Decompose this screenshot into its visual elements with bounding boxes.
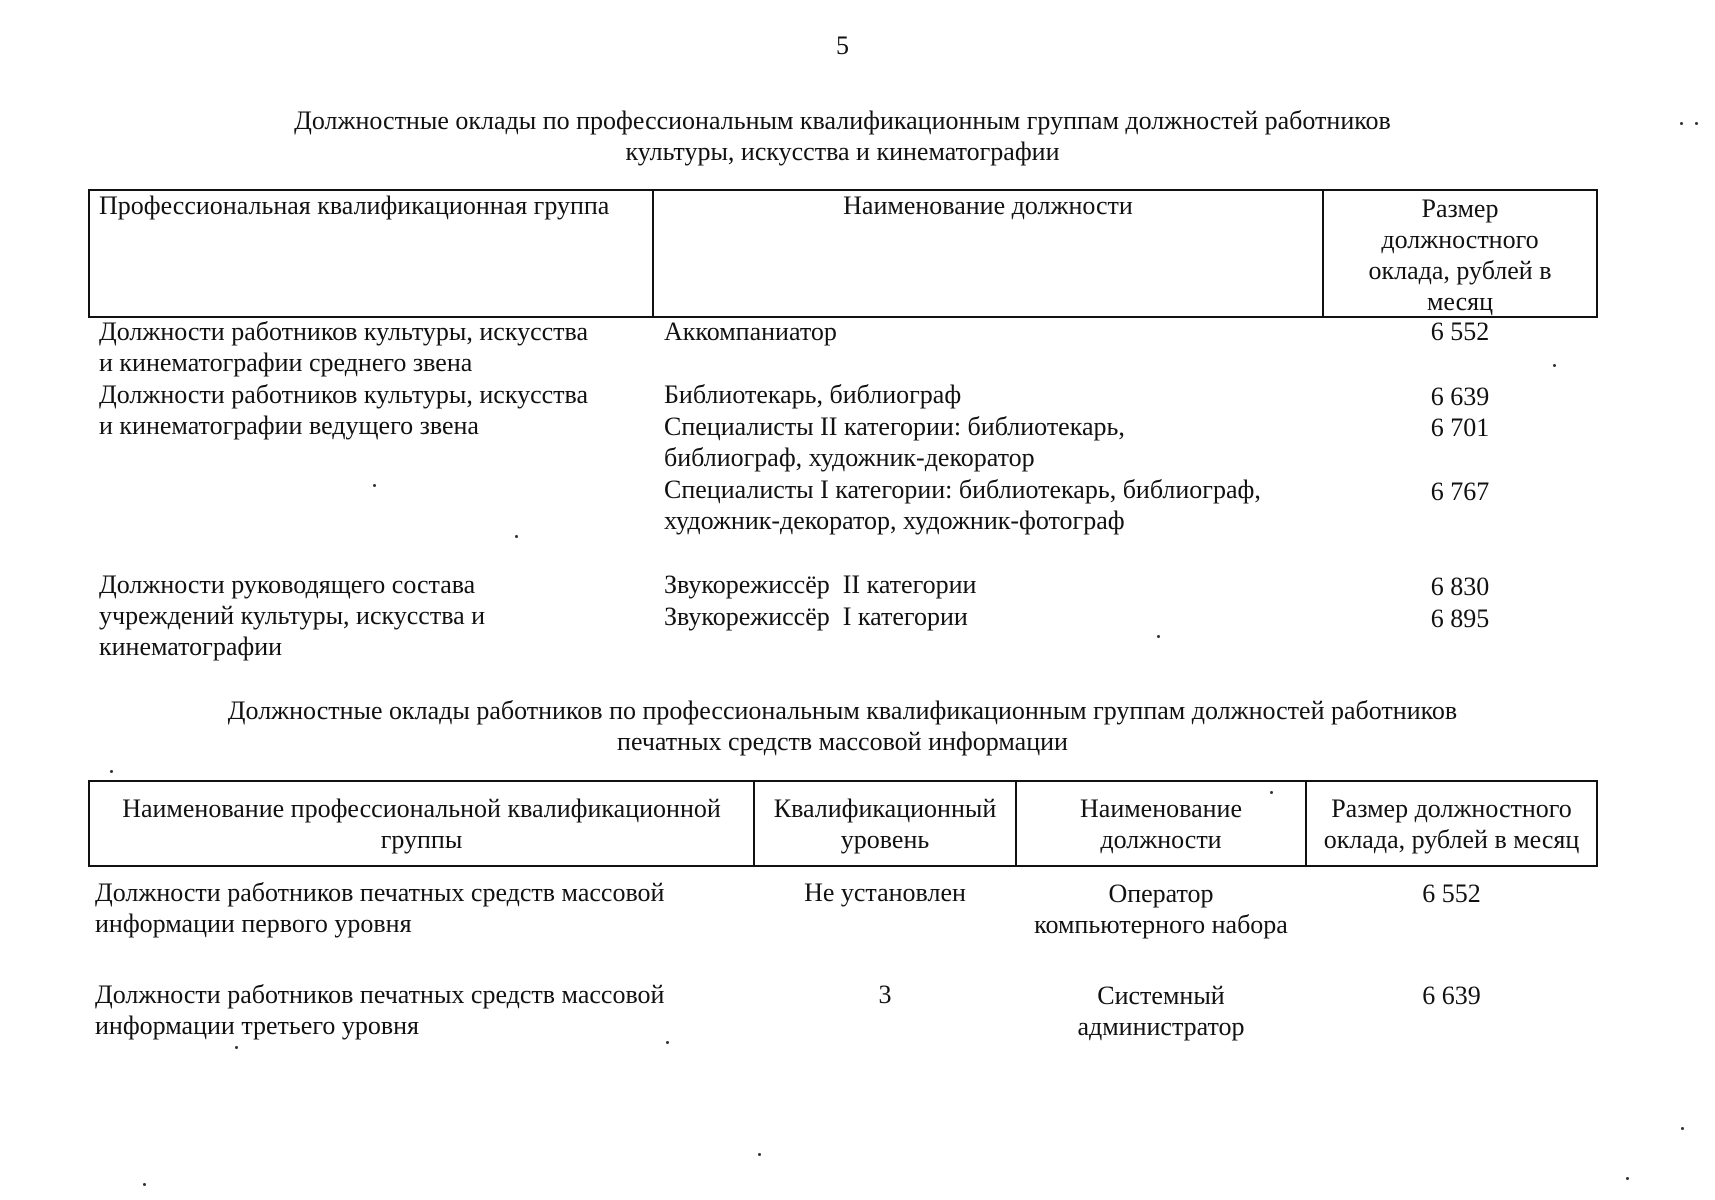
scan-speck (1681, 1127, 1684, 1130)
section2-row1-salary: 6 552 (1422, 879, 1481, 908)
section1-header-salary-line3: оклада, рублей в (1368, 256, 1552, 285)
group-line: Должности работников культуры, искусства (99, 380, 588, 409)
header-line: Наименование (1080, 794, 1242, 823)
section1-position-4 (664, 474, 1261, 536)
section1-position-2: Библиотекарь, библиограф (664, 380, 962, 409)
section2-row2-salary: 6 639 (1422, 981, 1481, 1010)
header-line: Наименование профессиональной квалификационной (122, 794, 721, 823)
section2-row2-position (1017, 980, 1305, 1042)
section2-row1-group (95, 877, 664, 939)
scan-speck (373, 484, 376, 487)
section2-header-salary (1307, 793, 1596, 855)
header-line: Квалификационный (773, 794, 997, 823)
section1-salary-6: 6 895 (1430, 604, 1490, 633)
group-line: Должности работников культуры, искусства (99, 317, 588, 346)
group-line: информации первого уровня (95, 909, 412, 938)
section2-header-position (1017, 793, 1305, 855)
section2-row2-level: 3 (878, 980, 892, 1009)
section2-header-group (90, 793, 753, 855)
scan-speck (1157, 635, 1160, 638)
group-line: учреждений культуры, искусства и (99, 601, 486, 630)
scan-speck (1695, 122, 1698, 125)
section1-salary-1: 6 552 (1430, 317, 1490, 346)
position-line: Специалисты II категории: библиотекарь, (664, 412, 1125, 441)
scan-speck (235, 1046, 238, 1049)
scan-speck (1680, 122, 1683, 125)
section1-group-1 (99, 316, 588, 378)
position-line: библиограф, художник-декоратор (664, 443, 1035, 472)
group-line: и кинематографии ведущего звена (99, 411, 479, 440)
header-line: уровень (840, 825, 930, 854)
section1-header-group: Профессиональная квалификационная группа (99, 191, 610, 220)
scan-speck (1270, 791, 1273, 794)
section1-header-position: Наименование должности (843, 191, 1133, 220)
group-line: и кинематографии среднего звена (99, 348, 473, 377)
section2-header-level (755, 793, 1015, 855)
section1-group-3 (99, 569, 485, 662)
group-line: Должности работников печатных средств массовой (95, 878, 665, 907)
section1-position-5: Звукорежиссёр II категории (664, 570, 977, 599)
section2-title (140, 695, 1545, 757)
section1-position-3 (664, 411, 1125, 473)
section1-title-line1: Должностные оклады по профессиональным квалификационным группам должностей работников (294, 106, 1391, 135)
section2-row2-group (95, 979, 664, 1041)
position-line: художник-декоратор, художник-фотограф (664, 506, 1125, 535)
section1-header-salary-line1: Размер (1421, 194, 1499, 223)
section1-header-salary-line2: должностного (1381, 225, 1539, 254)
section1-salary-2: 6 639 (1430, 382, 1490, 411)
position-line: компьютерного набора (1034, 910, 1288, 939)
section1-salary-3: 6 701 (1430, 413, 1490, 442)
section2-row1-position (1017, 878, 1305, 940)
scan-speck (515, 535, 518, 538)
scan-speck (110, 770, 113, 773)
section2-row1-level: Не установлен (804, 878, 966, 907)
section1-group-2 (99, 379, 588, 441)
position-line: Системный (1097, 981, 1225, 1010)
section1-header-salary-line4: месяц (1426, 287, 1494, 316)
position-line: Оператор (1108, 879, 1214, 908)
scan-speck (666, 1041, 669, 1044)
section1-title-line2: культуры, искусства и кинематографии (625, 137, 1060, 166)
section2-title-line2: печатных средств массовой информации (617, 727, 1068, 756)
header-line: Размер должностного (1331, 794, 1572, 823)
section1-title (150, 105, 1535, 167)
header-line: группы (380, 825, 463, 854)
scan-speck (758, 1153, 761, 1156)
scan-speck (143, 1183, 146, 1186)
group-line: кинематографии (99, 632, 283, 661)
section1-header-salary (1324, 193, 1596, 317)
page-number: 5 (836, 31, 849, 60)
header-line: оклада, рублей в месяц (1323, 825, 1580, 854)
section1-position-6: Звукорежиссёр I категории (664, 602, 968, 631)
group-line: Должности руководящего состава (99, 570, 476, 599)
group-line: Должности работников печатных средств массовой (95, 980, 665, 1009)
group-line: информации третьего уровня (95, 1011, 419, 1040)
section1-position-1: Аккомпаниатор (664, 317, 837, 346)
position-line: администратор (1077, 1012, 1245, 1041)
section2-title-line1: Должностные оклады работников по профессиональным квалификационным группам должностей работников (227, 696, 1458, 725)
position-line: Специалисты I категории: библиотекарь, библиограф, (664, 475, 1261, 504)
scan-speck (1626, 1177, 1629, 1180)
header-line: должности (1100, 825, 1222, 854)
section1-salary-5: 6 830 (1430, 572, 1490, 601)
section1-salary-4: 6 767 (1430, 477, 1490, 506)
scan-speck (1553, 364, 1556, 367)
